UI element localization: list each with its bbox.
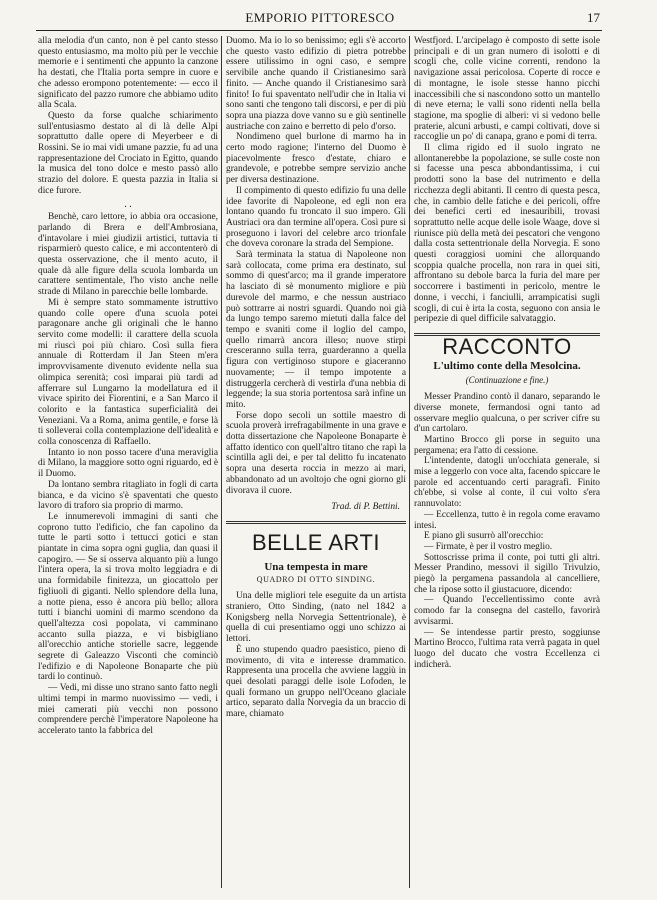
column-divider-1 xyxy=(221,36,222,888)
paragraph: Sarà terminata la statua di Napoleone non sarà collocata, come prima era destinato, sul sommo di quest'arco; ma il grande imperatore ha lasciato di sè monumento migliore e più durevole del marmo, e che nessun austriaco può sottrarre ai nostri sguardi. Quando noi già da lungo tempo saremo mietuti dalla falce del tempo e svaniti come il loglio del campo, quello rimarrà ancora illeso; nuove stirpi cresceranno sulla terra, guarderanno a quella figura con vertiginoso stupore e giaceranno nuovamente; — il tempo impotente a distruggerla cercherà di vestirla d'una nebbia di leggende; la sua storia portentosa sarà infine un mito. xyxy=(226,250,406,410)
paragraph: Le innumerevoli immagini di santi che coprono tutto l'edificio, che fan capolino da tutte le parti sotto i tettucci gotici e stan piantate in cima sopra ogni guglia, dan quasi il capogiro. — Se si osserva alquanto più a lungo l'intera opera, la si trova molto leggiadra e di una formidabile finitezza, un giocattolo per figliuoli di giganti. Nello splendore della luna, a notte piena, esso è ancora più bello; allora tutti i bianchi uomini di marmo scendono da quell'altezza così popolata, vi camminano accanto sulla piazza, e vi bisbigliano all'orecchio antiche storielle sacre, leggende segrete di Galeazzo Visconti che cominciò l'edifizio e di Napoleone Bonaparte che più tardi lo continuò. xyxy=(38,511,218,683)
translator-byline: Trad. di P. Bettini. xyxy=(331,502,400,513)
column-2 xyxy=(226,36,406,886)
paragraph: Nondimeno quel burlone di marmo ha in certo modo ragione; l'interno del Duomo è piacevolmente fresco d'estate, chiaro e grandevole, e potrebbe sempre servizio anche per diversa destinazione. xyxy=(226,132,406,186)
paragraph: — Firmate, è per il vostro meglio. xyxy=(424,541,553,552)
story-subtitle: (Continuazione e fine.) xyxy=(465,375,549,386)
page-number: 17 xyxy=(587,10,600,25)
paragraph: È uno stupendo quadro paesistico, pieno di movimento, di vita e interesse drammatico. Rappresenta una procella che avviene laggiù in quei desolati paraggi delle isole Lofoden, le quali formano un gruppo nell'Oceano glaciale artico, separato dalla Norvegia da un braccio di mare, chiamato xyxy=(226,644,406,720)
paragraph: — Quando l'eccellentissimo conte avrà comodo far la consegna del castello, favorirà avvisarmi. xyxy=(414,595,600,627)
column-divider-2 xyxy=(409,36,410,888)
paragraph: Il clima rigido ed il suolo ingrato ne allontanerebbe la popolazione, se sulle coste non si facesse una pesca abbondantissima, i cui prodotti sono la base del nutrimento e della ricchezza degli abitanti. Il centro di questa pesca, che, in cambio delle fatiche e dei pericoli, offre dei benefici certi ed inesauribili, trovasi soprattutto nelle acque delle isole Waage, dove si riunisce più della metà dei pescatori che vengono dalla costa settentrionale della Norvegia. E sono questi coraggiosi uomini che allorquando scoppia qualche procella, non rara in quei siti, affrontano su debole barca la furia del mare per soccorrere i bastimenti in pericolo, mentre le donne, i vecchi, i fanciulli, arrampicatisi sugli scogli, di cui è irta la costa, seguono con ansia le peripezie di quel difficile salvataggio. xyxy=(414,143,600,325)
paragraph: Martino Brocco gli porse in seguito una pergamena; era l'atto di cessione. xyxy=(414,434,600,456)
paragraph: Messer Prandino contò il danaro, separando le diverse monete, fermandosi ogni tanto ad osservare meglio qualcuna, o per scriver cifre su d'un cartolaro. xyxy=(414,392,600,435)
paragraph: — Se intendesse partir presto, soggiunse Martino Brocco, l'ultima rata verrà pagata in quel luogo del ducato che vostra Eccellenza ci indicherà. xyxy=(414,627,600,670)
article-subtitle: QUADRO DI OTTO SINDING. xyxy=(256,574,376,584)
paragraph: Duomo. Ma io lo so benissimo; egli s'è accorto che questo vasto edifizio di pietra potrebbe essere utilissimo in ogni caso, e sempre servibile anche quando il Cristianesimo sarà finito. — Anche quando il Cristianesimo sarà finito! Io fui spaventato nell'udir che in Italia vi sono santi che tengono tali discorsi, e per di più sopra una piazza dove vanno su e giù sentinelle austriache con zaino e berretto di pelo d'orso. xyxy=(226,36,406,132)
section-heading-racconto: RACCONTO xyxy=(442,333,572,359)
paragraph: L'intendente, datogli un'occhiata generale, si mise a leggerlo con voce alta, facendo spiccare le parole ed accentuando certi paragrafi. Finito ch'ebbe, si volse al conte, il cui volto s'era rannuvolato: xyxy=(414,456,600,510)
paragraph: Benchè, caro lettore, io abbia ora occasione, parlando di Brera e dell'Ambrosiana, d'intavolare i miei giudizii artistici, tuttavia ti risparmierò questo calice, e mi accontenterò di questa osservazione, che il mento acuto, il quale dà alle figure della scuola lombarda un carattere sentimentale, l'ho visto anche nelle strade di Milano in parecchie belle lombarde. xyxy=(38,212,218,298)
paragraph: Questo da forse qualche schiarimento sull'entusiasmo destato al di là delle Alpi soprattutto dalle opere di Meyerbeer e di Rossini. Se io mai vidi umane pazzie, fu ad una rappresentazione del Crociato in Egitto, quando la musica del tono dolce e mesto passò allo strazio del dolore. E questa pazzia in Italia si dice furore. xyxy=(38,110,218,196)
paragraph: Westfjord. L'arcipelago è composto di sette isole principali e di un gran numero di isolotti e di scogli che, colle vicine correnti, rendono la navigazione assai pericolosa. Coperte di rocce e di montagne, le isole stesse hanno picchi inaccessibili che si nascondono sotto un mantello di neve eterna; le valli sono ridenti nella bella stagione, ma spoglie di alberi: vi si vedono belle praterie, alcuni arbusti, e campi coltivati, dove si raccoglie un po' di canapa, grano e pomi di terra. xyxy=(414,36,600,143)
paragraph: E piano gli susurrò all'orecchio: xyxy=(424,531,544,542)
paragraph: Da lontano sembra ritagliato in fogli di carta bianca, e da vicino s'è spaventati che questo lavoro di traforo sia proprio di marmo. xyxy=(38,479,218,512)
paragraph: Una delle migliori tele eseguite da un artista straniero, Otto Sinding, (nato nel 1842 a Konigsberg nella Norvegia Settentrionale), è quella di cui presentiamo oggi uno schizzo ai lettori. xyxy=(226,591,406,645)
header-rule xyxy=(36,30,602,31)
paragraph: — Eccellenza, tutto è in regola come eravamo intesi. xyxy=(414,509,600,531)
paragraph: Forse dopo secoli un sottile maestro di scuola proverà irrefragabilmente in una grave e dotta dissertazione che Napoleone Bonaparte è affatto identico con quell'altro titano che rapì la scintilla agli dei, e per tal delitto fu incatenato sopra una deserta roccia in mezzo ai mari, abbandonato ad un avoltojo che ogni giorno gli divorava il cuore. xyxy=(226,410,406,496)
story-title: L'ultimo conte della Mesolcina. xyxy=(433,359,581,372)
page-header xyxy=(40,10,600,28)
paragraph: Mi è sempre stato sommamente istruttivo quando colle opere d'una scuola potei paragonare anche gli originali che le hanno servito come modelli: il carattere della scuola mi riuscì poi più chiaro. Così sulla fiera annuale di Rotterdam il Jan Steen m'era improvvisamente divenuto evidente nella sua olimpica serenità; così imparai più tardi ad afferrare sul Lungarno la modellatura ed il vivace spirito dei Fiorentini, e a San Marco il colorito e la fantastica superficialità dei Veneziani. Va a Roma, anima gentile, e forse là ti solleverai colla contemplazione dell'idealità e colla conoscenza di Raffaello. xyxy=(38,297,218,448)
section-rule xyxy=(226,521,406,524)
section-break-dots: . . xyxy=(124,198,132,210)
paragraph: Intanto io non posso tacere d'una meraviglia di Milano, la maggiore sotto ogni riguardo, ed è il Duomo. xyxy=(38,447,218,480)
paragraph: — Vedi, mi disse uno strano santo fatto negli ultimi tempi in marmo nuovissimo — vedi, i miei camerati più vecchi non possono comprendere perchè l'imperatore Napoleone ha accelerato tanto la fabbrica del xyxy=(38,683,218,736)
paragraph: Sottoscrisse prima il conte, poi tutti gli altri. Messer Prandino, messovi il sigillo Trivulzio, piegò la pergamena passandola al cancelliere, che la ripose sotto il giustacuore, dicendo: xyxy=(414,552,600,595)
paragraph: alla melodia d'un canto, non è pel canto stesso questo entusiasmo, ma molto più per le vecchie memorie e i sentimenti che appunto la canzone ha destati, che l'Italia porta sempre in cuore e che adesso erompono potentemente: — ecco il significato del pazzo rumore che abbiamo udito alla Scala. xyxy=(38,36,218,111)
column-3 xyxy=(414,36,600,886)
section-heading-belle-arti: BELLE ARTI xyxy=(251,529,381,555)
paragraph: Il compimento di questo edifizio fu una delle idee favorite di Napoleone, ed egli non era lontano quando fu troncato il suo impero. Gli Austriaci ora dan termine all'opera. Così pure si proseguono i lavori del celebre arco trionfale che doveva coronare la strada del Sempione. xyxy=(226,185,406,250)
article-title: Una tempesta in mare xyxy=(264,560,368,573)
publication-title: EMPORIO PITTORESCO xyxy=(245,10,395,25)
column-1 xyxy=(38,36,218,886)
